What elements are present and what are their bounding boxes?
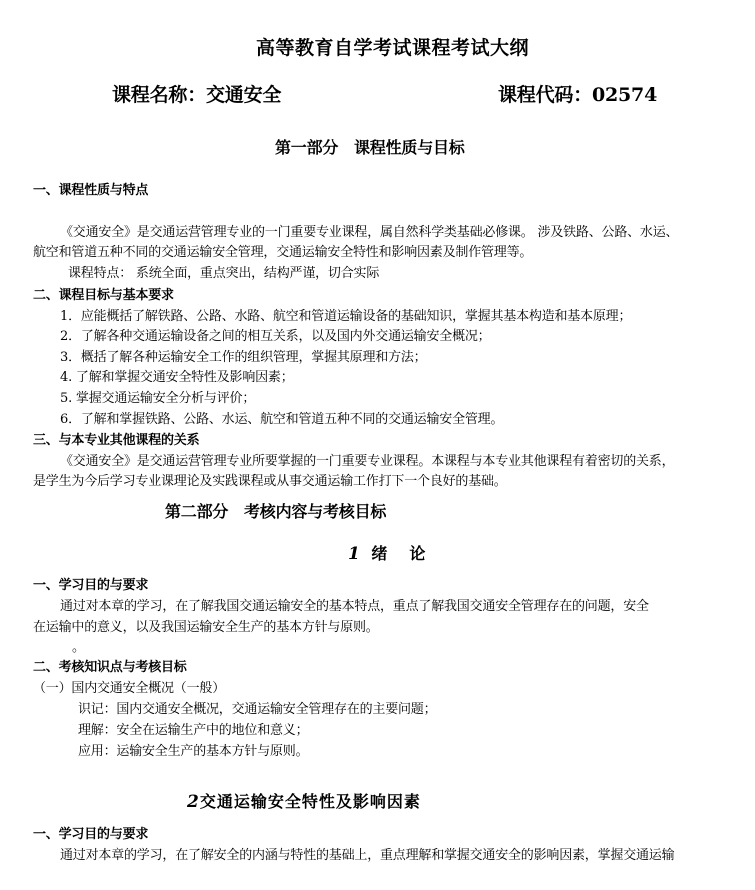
chapter2-heading [187, 794, 421, 810]
goal-item-2: 2．了解各种交通运输设备之间的相互关系，以及国内外交通运输安全概况； [60, 329, 491, 344]
ch1-apply: 应用：运输安全生产的基本方针与原则。 [78, 744, 309, 759]
ch2-objectives-line1: 通过对本章的学习，在了解安全的内涵与特性的基础上，重点理解和掌握交通安全的影响因素，掌握交通运输 [60, 848, 675, 863]
chapter1-title: 绪 论 [371, 544, 429, 563]
part1-heading: 第一部分 课程性质与目标 [275, 138, 465, 157]
section2-heading: 二、课程目标与基本要求 [33, 288, 174, 303]
ch1-objectives-heading: 一、学习目的与要求 [33, 578, 149, 593]
chapter2-title: 交通运输安全特性及影响因素 [199, 792, 421, 811]
chapter1-number: 1 [348, 544, 363, 564]
chapter1-heading [348, 546, 428, 562]
ch1-subsection-1: （一）国内交通安全概况（一般） [33, 681, 226, 696]
ch1-objectives-line1: 通过对本章的学习，在了解我国交通运输安全的基本特点，重点了解我国交通安全管理存在的问题，安全 [60, 599, 649, 614]
ch1-objectives-line2: 在运输中的意义，以及我国运输安全生产的基本方针与原则。 [33, 620, 379, 635]
section3-paragraph-line1: 《交通安全》是交通运营管理专业所要掌握的一门重要专业课程。本课程与本专业其他课程有着密切的关系， [60, 454, 675, 469]
goal-item-5: 5. 掌握交通运输安全分析与评价； [60, 391, 256, 406]
ch1-assessment-heading: 二、考核知识点与考核目标 [33, 660, 187, 675]
goal-item-1: 1．应能概括了解铁路、公路、水路、航空和管道运输设备的基础知识，掌握其基本构造和基本原理； [60, 309, 632, 324]
goal-item-4: 4. 了解和掌握交通安全特性及影响因素； [60, 370, 294, 385]
course-name: 课程名称：交通安全 [112, 84, 282, 106]
section3-heading: 三、与本专业其他课程的关系 [33, 433, 200, 448]
course-code: 课程代码：02574 [498, 84, 658, 106]
ch1-recall: 识记：国内交通安全概况，交通运输安全管理存在的主要问题； [78, 702, 437, 717]
ch2-objectives-heading: 一、学习目的与要求 [33, 827, 149, 842]
ch1-stray-mark: 。 [72, 640, 85, 655]
course-features: 课程特点： 系统全面，重点突出，结构严谨，切合实际 [68, 266, 380, 281]
goal-item-3: 3．概括了解各种运输安全工作的组织管理，掌握其原理和方法； [60, 350, 427, 365]
goal-item-6: 6．了解和掌握铁路、公路、水运、航空和管道五种不同的交通运输安全管理。 [60, 412, 504, 427]
part2-heading: 第二部分 考核内容与考核目标 [165, 502, 387, 521]
section1-heading: 一、课程性质与特点 [33, 183, 149, 198]
section1-paragraph-line1: 《交通安全》是交通运营管理专业的一门重要专业课程，属自然科学类基础必修课。 涉及铁路、公路、水运、 [60, 225, 679, 240]
section3-paragraph-line2: 是学生为今后学习专业课理论及实践课程或从事交通运输工作打下一个良好的基础。 [33, 474, 507, 489]
document-title: 高等教育自学考试课程考试大纲 [256, 37, 530, 59]
section1-paragraph-line2: 航空和管道五种不同的交通运输安全管理，交通运输安全特性和影响因素及制作管理等。 [33, 245, 533, 260]
ch1-understand: 理解：安全在运输生产中的地位和意义； [78, 723, 309, 738]
chapter2-number: 2 [187, 792, 200, 812]
